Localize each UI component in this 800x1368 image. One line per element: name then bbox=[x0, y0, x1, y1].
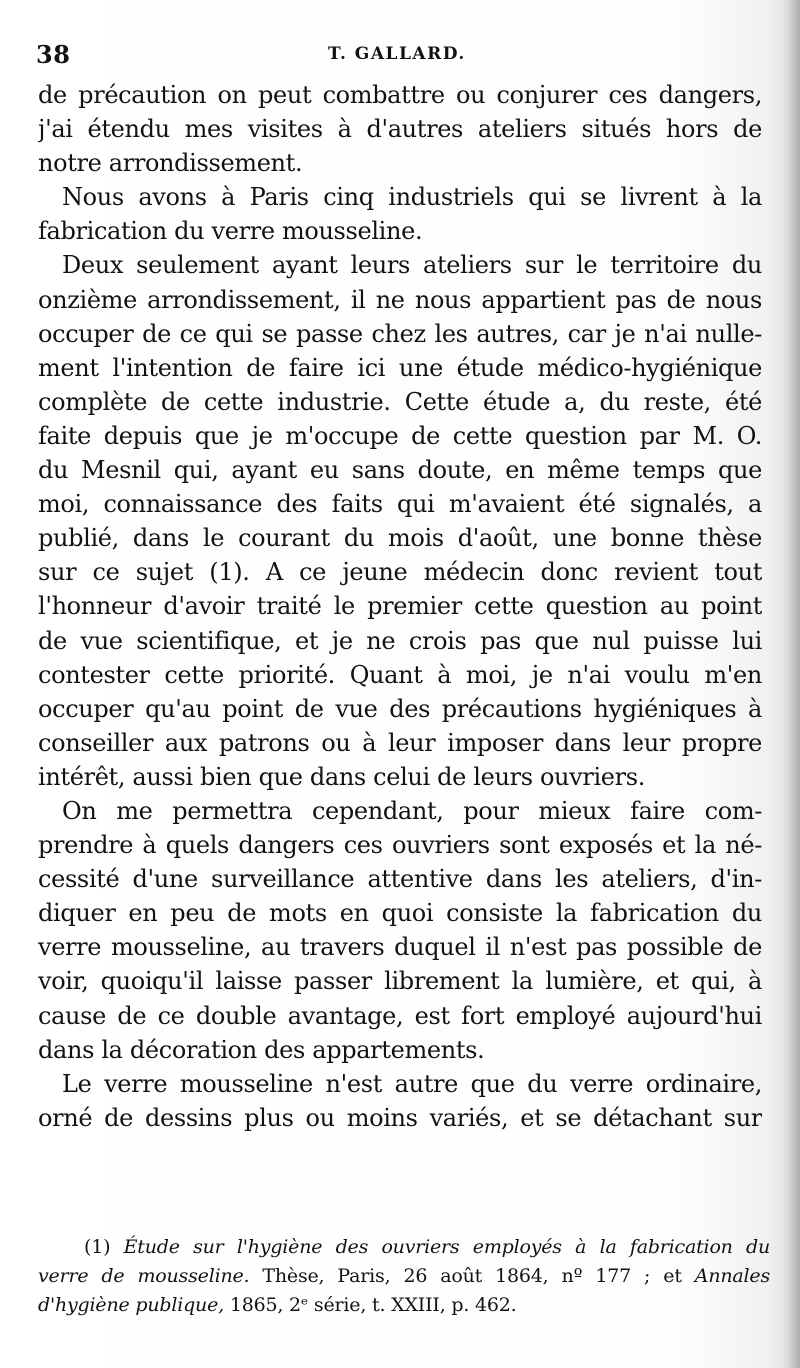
text-line: cessité d'une surveillance attentive dans les ateliers, d'in- bbox=[38, 865, 762, 894]
text-line: fabrication du verre mousseline. bbox=[38, 217, 423, 246]
text-line: du Mesnil qui, ayant eu sans doute, en même temps que bbox=[38, 456, 762, 485]
text-line: de précaution on peut combattre ou conjurer ces dangers, bbox=[38, 81, 762, 109]
text-line: cause de ce double avantage, est fort employé aujourd'hui bbox=[38, 1001, 762, 1030]
footnote-reference: 1865, 2ᵉ série, t. XXIII, p. 462. bbox=[229, 1294, 517, 1316]
text-line: faite depuis que je m'occupe de cette question par M. O. bbox=[38, 421, 762, 450]
text-line: verre mousseline, au travers duquel il n'est pas possible de bbox=[38, 933, 762, 962]
text-line: voir, quoiqu'il laisse passer librement la lumière, et qui, à bbox=[38, 967, 762, 996]
text-line: occuper qu'au point de vue des précautions hygiéniques à bbox=[38, 694, 762, 723]
text-line: onzième arrondissement, il ne nous appartient pas de nous bbox=[38, 285, 762, 314]
text-line: sur ce sujet (1). A ce jeune médecin donc revient tout bbox=[38, 558, 762, 587]
footnote-title-end: verre de mousseline. bbox=[38, 1265, 250, 1287]
text-line: publié, dans le courant du mois d'août, une bonne thèse bbox=[38, 524, 762, 553]
text-line: Le verre mousseline n'est autre que du verre ordinaire, bbox=[62, 1069, 762, 1098]
text-line: moi, connaissance des faits qui m'avaient été signalés, a bbox=[38, 490, 762, 519]
footnote-line bbox=[38, 1262, 770, 1291]
footnote-line bbox=[38, 1291, 770, 1320]
text-line: conseiller aux patrons ou à leur imposer dans leur propre bbox=[38, 728, 762, 757]
text-line: Deux seulement ayant leurs ateliers sur le territoire du bbox=[62, 251, 762, 280]
text-line: orné de dessins plus ou moins variés, et se détachant sur bbox=[38, 1103, 762, 1132]
page-header bbox=[36, 40, 766, 74]
text-line: ment l'intention de faire ici une étude médico-hygiénique bbox=[38, 353, 762, 382]
text-line: prendre à quels dangers ces ouvriers sont exposés et la né- bbox=[38, 831, 762, 860]
running-head: T. GALLARD. bbox=[328, 44, 466, 64]
text-line: complète de cette industrie. Cette étude a, du reste, été bbox=[38, 387, 762, 416]
text-line: intérêt, aussi bien que dans celui de leurs ouvriers. bbox=[38, 762, 646, 791]
text-line: On me permettra cependant, pour mieux faire com- bbox=[62, 796, 762, 825]
text-line: l'honneur d'avoir traité le premier cette question au point bbox=[38, 592, 762, 621]
text-line: Nous avons à Paris cinq industriels qui se livrent à la bbox=[62, 183, 762, 212]
text-line: dans la décoration des appartements. bbox=[38, 1035, 485, 1064]
text-line: de vue scientifique, et je ne crois pas que nul puisse lui bbox=[38, 626, 762, 655]
footnote-title: Étude sur l'hygiène des ouvriers employés à la fabrication du bbox=[123, 1236, 770, 1258]
footnote-citation: Thèse, Paris, 26 août 1864, nº 177 ; et bbox=[262, 1265, 682, 1287]
footnote bbox=[38, 1233, 770, 1320]
footnote-journal-end: d'hygiène publique, bbox=[38, 1294, 224, 1316]
page-number: 38 bbox=[36, 40, 71, 69]
text-line: diquer en peu de mots en quoi consiste la fabrication du bbox=[38, 899, 762, 928]
text-line: occuper de ce qui se passe chez les autres, car je n'ai nulle- bbox=[38, 319, 762, 348]
text-line: notre arrondissement. bbox=[38, 149, 303, 178]
text-line: contester cette priorité. Quant à moi, je n'ai voulu m'en bbox=[38, 660, 762, 689]
footnote-line bbox=[38, 1233, 770, 1262]
footnote-journal: Annales bbox=[694, 1265, 770, 1287]
body-text bbox=[38, 78, 762, 1135]
text-line: j'ai étendu mes visites à d'autres ateliers situés hors de bbox=[38, 115, 762, 144]
footnote-marker: (1) bbox=[84, 1236, 111, 1258]
page-edge-shadow bbox=[782, 0, 800, 1368]
